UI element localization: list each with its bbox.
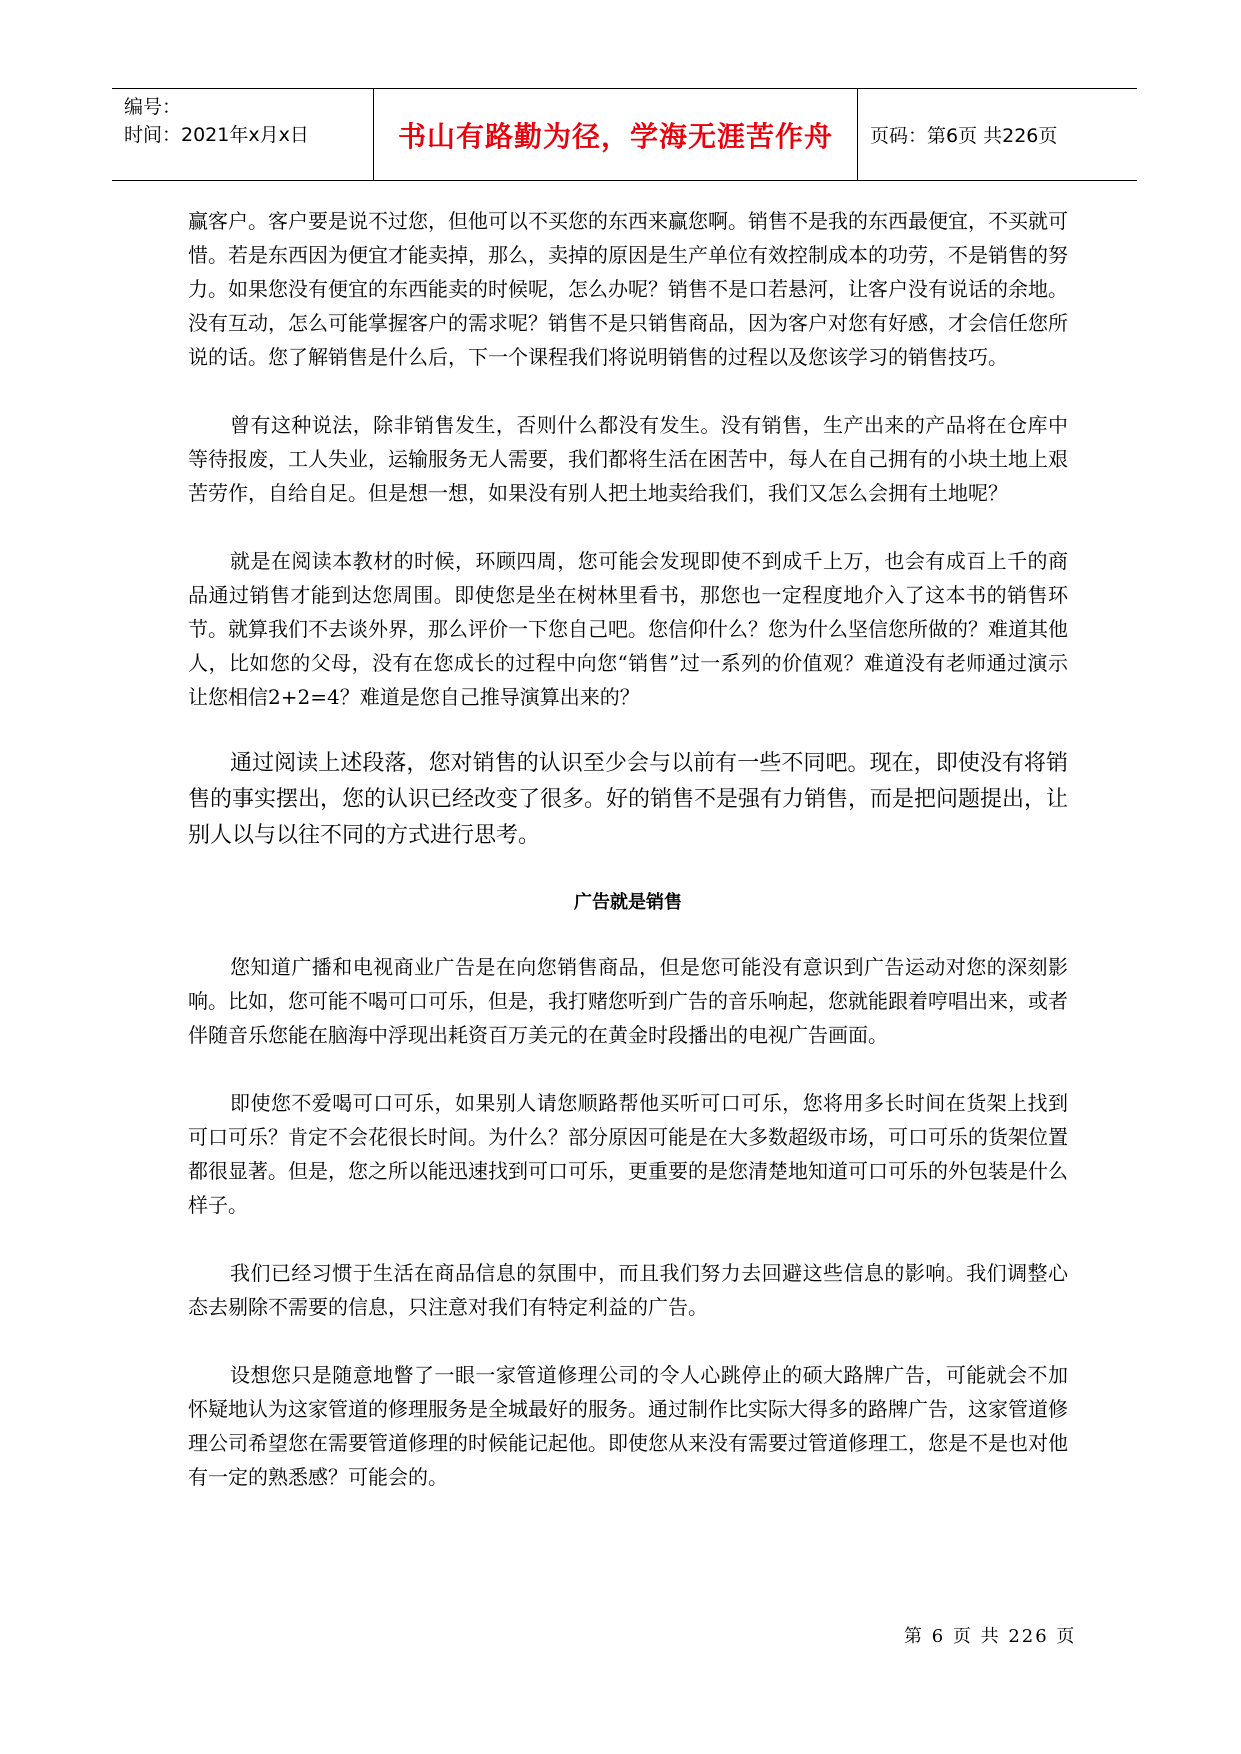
paragraph: 您知道广播和电视商业广告是在向您销售商品，但是您可能没有意识到广告运动对您的深刻影响。比如，您可能不喝可口可乐，但是，我打赌您听到广告的音乐响起，您就能跟着哼唱出来，或者伴随音乐您能在脑海中浮现出耗资百万美元的在黄金时段播出的电视广告画面。 bbox=[188, 955, 1068, 1047]
paragraph: 设想您只是随意地瞥了一眼一家管道修理公司的令人心跳停止的硕大路牌广告，可能就会不加怀疑地认为这家管道的修理服务是全城最好的服务。通过制作比实际大得多的路牌广告，这家管道修理公司希望您在需要管道修理的时候能记起他。即使您从来没有需要过管道修理工，您是不是也对他有一定的熟悉感？可能会的。 bbox=[188, 1363, 1068, 1489]
document-header bbox=[112, 88, 1137, 181]
header-page-number: 页码：第6页 共226页 bbox=[870, 125, 1058, 147]
paragraph: 就是在阅读本教材的时候，环顾四周，您可能会发现即使不到成千上万，也会有成百上千的商品通过销售才能到达您周围。即使您是坐在树林里看书，那您也一定程度地介入了这本书的销售环节。就算我们不去谈外界，那么评价一下您自己吧。您信仰什么？您为什么坚信您所做的？难道其他人，比如您的父母，没有在您成长的过程中向您“销售”过一系列的价值观？难道没有老师通过演示让您相信2+2=4？难道是您自己推导演算出来的？ bbox=[188, 549, 1068, 709]
document-date-label: 时间：2021年x月x日 bbox=[124, 124, 309, 146]
section-heading: 广告就是销售 bbox=[574, 892, 682, 913]
document-body bbox=[188, 204, 1068, 1528]
document-number-label: 编号： bbox=[124, 96, 182, 118]
header-motto: 书山有路勤为径，学海无涯苦作舟 bbox=[397, 119, 833, 153]
page-footer: 第 6 页 共 226 页 bbox=[904, 1626, 1077, 1647]
paragraph: 曾有这种说法，除非销售发生，否则什么都没有发生。没有销售，生产出来的产品将在仓库中等待报废，工人失业，运输服务无人需要，我们都将生活在困苦中，每人在自己拥有的小块土地上艰苦劳作，自给自足。但是想一想，如果没有别人把土地卖给我们，我们又怎么会拥有土地呢？ bbox=[188, 413, 1068, 505]
paragraph: 即使您不爱喝可口可乐，如果别人请您顺路帮他买听可口可乐，您将用多长时间在货架上找到可口可乐？肯定不会花很长时间。为什么？部分原因可能是在大多数超级市场，可口可乐的货架位置都很显著。但是，您之所以能迅速找到可口可乐，更重要的是您清楚地知道可口可乐的外包装是什么样子。 bbox=[188, 1091, 1068, 1217]
header-motto-cell bbox=[374, 89, 858, 180]
paragraph-continued: 赢客户。客户要是说不过您，但他可以不买您的东西来赢您啊。销售不是我的东西最便宜，不买就可惜。若是东西因为便宜才能卖掉，那么，卖掉的原因是生产单位有效控制成本的功劳，不是销售的努力。如果您没有便宜的东西能卖的时候呢，怎么办呢？销售不是口若悬河，让客户没有说话的余地。没有互动，怎么可能掌握客户的需求呢？销售不是只销售商品，因为客户对您有好感，才会信任您所说的话。您了解销售是什么后，下一个课程我们将说明销售的过程以及您该学习的销售技巧。 bbox=[188, 209, 1068, 369]
paragraph-emphasis: 通过阅读上述段落，您对销售的认识至少会与以前有一些不同吧。现在，即使没有将销售的事实摆出，您的认识已经改变了很多。好的销售不是强有力销售，而是把问题提出，让别人以与以往不同的方式进行思考。 bbox=[188, 751, 1069, 848]
paragraph: 我们已经习惯于生活在商品信息的氛围中，而且我们努力去回避这些信息的影响。我们调整心态去剔除不需要的信息，只注意对我们有特定利益的广告。 bbox=[188, 1261, 1068, 1319]
header-page-cell bbox=[858, 89, 1137, 180]
header-meta-cell bbox=[112, 89, 374, 180]
